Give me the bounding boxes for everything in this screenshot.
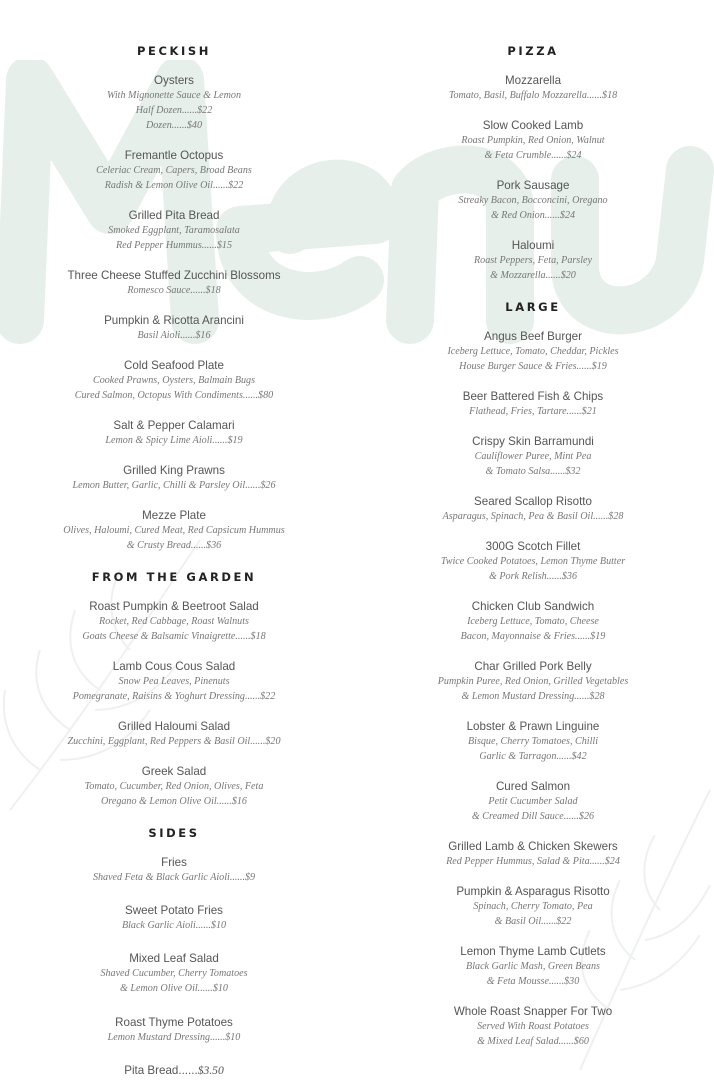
item-desc: Iceberg Lettuce, Tomato, Cheddar, Pickles xyxy=(447,346,619,357)
item-desc: Streaky Bacon, Bocconcini, Oregano xyxy=(458,195,608,206)
item-desc: Basil Aioli......$16 xyxy=(137,330,211,341)
item-desc: Red Pepper Hummus......$15 xyxy=(115,240,233,251)
menu-item xyxy=(363,719,703,764)
item-name: 300G Scotch Fillet xyxy=(485,540,581,553)
section-title-sides: SIDES xyxy=(148,826,200,840)
item-name: Sweet Potato Fries xyxy=(125,904,223,917)
item-desc: Roast Peppers, Feta, Parsley xyxy=(473,255,592,266)
menu-item xyxy=(4,463,344,493)
item-desc: Dozen......$40 xyxy=(145,120,203,131)
menu-item xyxy=(4,1015,344,1045)
item-name: Pumpkin & Asparagus Risotto xyxy=(456,885,610,898)
menu-item xyxy=(363,659,703,704)
item-name: Three Cheese Stuffed Zucchini Blossoms xyxy=(67,269,281,282)
item-name: Mozzarella xyxy=(504,74,562,87)
item-desc: Pomegranate, Raisins & Yoghurt Dressing......$22 xyxy=(72,691,276,702)
menu-item xyxy=(363,779,703,824)
menu-item xyxy=(4,73,344,133)
menu-item xyxy=(4,313,344,343)
item-desc: Cauliflower Puree, Mint Pea xyxy=(474,451,592,462)
item-name: Angus Beef Burger xyxy=(484,330,582,343)
section-title-large: LARGE xyxy=(505,300,561,314)
item-desc: Bacon, Mayonnaise & Fries......$19 xyxy=(460,631,606,642)
item-name: Mixed Leaf Salad xyxy=(129,952,219,965)
item-name: Mezze Plate xyxy=(142,509,206,522)
menu-item xyxy=(363,884,703,929)
menu-item xyxy=(4,418,344,448)
item-desc: & Tomato Salsa......$32 xyxy=(485,466,581,477)
menu-item xyxy=(4,268,344,298)
item-name: Grilled Haloumi Salad xyxy=(117,720,231,733)
item-name: Pumpkin & Ricotta Arancini xyxy=(104,314,244,327)
menu-item xyxy=(4,764,344,809)
item-desc: & Feta Mousse......$30 xyxy=(486,976,580,987)
item-desc: Half Dozen......$22 xyxy=(135,105,213,116)
menu-item xyxy=(4,951,344,996)
item-name: Greek Salad xyxy=(141,765,207,778)
menu-item xyxy=(363,238,703,283)
item-name: Chicken Club Sandwich xyxy=(471,600,595,613)
item-desc: Black Garlic Mash, Green Beans xyxy=(466,961,600,972)
item-name: Pita Bread...... xyxy=(124,1064,198,1077)
item-name: Seared Scallop Risotto xyxy=(474,495,592,508)
menu-item xyxy=(363,839,703,869)
menu-item xyxy=(363,118,703,163)
menu-item xyxy=(363,944,703,989)
item-desc: Spinach, Cherry Tomato, Pea xyxy=(473,901,593,912)
menu-item xyxy=(363,494,703,524)
item-name: Beer Battered Fish & Chips xyxy=(462,390,604,403)
item-desc: & Red Onion......$24 xyxy=(490,210,576,221)
item-desc: & Lemon Olive Oil......$10 xyxy=(120,983,228,994)
section-title-pizza: PIZZA xyxy=(507,44,559,58)
item-desc: Flathead, Fries, Tartare......$21 xyxy=(469,406,597,417)
item-desc: Lemon & Spicy Lime Aioli......$19 xyxy=(105,435,243,446)
item-name: Char Grilled Pork Belly xyxy=(474,660,592,673)
item-name: Lamb Cous Cous Salad xyxy=(112,660,236,673)
item-name: Fremantle Octopus xyxy=(124,149,224,162)
menu-item xyxy=(363,389,703,419)
item-desc: & Basil Oil......$22 xyxy=(494,916,572,927)
item-desc: Shaved Cucumber, Cherry Tomatoes xyxy=(100,968,248,979)
menu-item xyxy=(4,903,344,933)
item-name: Grilled Pita Bread xyxy=(128,209,220,222)
item-desc: Tomato, Basil, Buffalo Mozzarella......$18 xyxy=(448,90,618,101)
item-name: Whole Roast Snapper For Two xyxy=(453,1005,613,1018)
item-price: $3.50 xyxy=(197,1064,224,1077)
item-name: Lemon Thyme Lamb Cutlets xyxy=(460,945,606,958)
item-desc: Roast Pumpkin, Red Onion, Walnut xyxy=(461,135,605,146)
item-desc: Snow Pea Leaves, Pinenuts xyxy=(118,676,230,687)
item-desc: Goats Cheese & Balsamic Vinaigrette......$18 xyxy=(82,631,266,642)
item-name: Oysters xyxy=(154,74,194,87)
item-name: Salt & Pepper Calamari xyxy=(113,419,235,432)
item-desc: Radish & Lemon Olive Oil......$22 xyxy=(104,180,244,191)
item-desc: & Pork Relish......$36 xyxy=(488,571,578,582)
item-name: Cold Seafood Plate xyxy=(124,359,224,372)
item-desc: Romesco Sauce......$18 xyxy=(127,285,221,296)
menu-item xyxy=(363,178,703,223)
menu-item xyxy=(4,508,344,553)
item-desc: Lemon Mustard Dressing......$10 xyxy=(107,1032,241,1043)
menu-item xyxy=(4,208,344,253)
item-desc: Smoked Eggplant, Taramosalata xyxy=(108,225,240,236)
item-desc: Celeriac Cream, Capers, Broad Beans xyxy=(96,165,252,176)
item-desc: House Burger Sauce & Fries......$19 xyxy=(459,361,607,372)
item-desc: Olives, Haloumi, Cured Meat, Red Capsicum Hummus xyxy=(63,525,285,536)
item-desc: With Mignonette Sauce & Lemon xyxy=(107,90,241,101)
pita-bread-item xyxy=(4,1063,344,1078)
menu-item xyxy=(4,148,344,193)
item-desc: & Feta Crumble......$24 xyxy=(484,150,582,161)
item-desc: Twice Cooked Potatoes, Lemon Thyme Butter xyxy=(440,556,626,567)
menu-item xyxy=(363,539,703,584)
item-desc: & Crusty Bread......$36 xyxy=(126,540,222,551)
item-name: Grilled Lamb & Chicken Skewers xyxy=(448,840,618,853)
item-desc: Pumpkin Puree, Red Onion, Grilled Vegetables xyxy=(437,676,629,687)
item-name: Haloumi xyxy=(511,239,555,252)
item-desc: & Lemon Mustard Dressing......$28 xyxy=(461,691,605,702)
menu-item xyxy=(4,719,344,749)
item-desc: Red Pepper Hummus, Salad & Pita......$24 xyxy=(446,856,620,867)
item-desc: Cured Salmon, Octopus With Condiments......$80 xyxy=(74,390,274,401)
item-desc: & Mozzarella......$20 xyxy=(490,270,576,281)
item-name: Lobster & Prawn Linguine xyxy=(466,720,600,733)
section-title-garden: FROM THE GARDEN xyxy=(91,570,257,584)
item-desc: Petit Cucumber Salad xyxy=(488,796,578,807)
item-desc: Oregano & Lemon Olive Oil......$16 xyxy=(101,796,247,807)
menu-item xyxy=(4,358,344,403)
item-desc: Rocket, Red Cabbage, Roast Walnuts xyxy=(99,616,249,627)
item-name: Fries xyxy=(161,856,187,869)
menu-item xyxy=(363,599,703,644)
item-name: Pork Sausage xyxy=(496,179,570,192)
item-name: Roast Pumpkin & Beetroot Salad xyxy=(89,600,259,613)
menu-item xyxy=(363,329,703,374)
item-desc: Iceberg Lettuce, Tomato, Cheese xyxy=(467,616,599,627)
item-desc: Garlic & Tarragon......$42 xyxy=(479,751,587,762)
item-desc: Zucchini, Eggplant, Red Peppers & Basil Oil......$20 xyxy=(67,736,281,747)
item-desc: Asparagus, Spinach, Pea & Basil Oil......$28 xyxy=(442,511,624,522)
menu-item xyxy=(4,855,344,885)
item-name: Grilled King Prawns xyxy=(123,464,225,477)
item-name: Slow Cooked Lamb xyxy=(482,119,584,132)
item-desc: Tomato, Cucumber, Red Onion, Olives, Feta xyxy=(84,781,264,792)
item-desc: Served With Roast Potatoes xyxy=(477,1021,589,1032)
menu-item xyxy=(4,659,344,704)
item-name: Cured Salmon xyxy=(495,780,571,793)
item-desc: Cooked Prawns, Oysters, Balmain Bugs xyxy=(92,375,256,386)
section-title-peckish: PECKISH xyxy=(136,44,212,58)
menu-item xyxy=(4,599,344,644)
item-desc: Lemon Butter, Garlic, Chilli & Parsley Oil......$26 xyxy=(72,480,276,491)
item-desc: Bisque, Cherry Tomatoes, Chilli xyxy=(467,736,598,747)
menu-item xyxy=(363,73,703,103)
item-name: Roast Thyme Potatoes xyxy=(115,1016,233,1029)
menu-item xyxy=(363,1004,703,1049)
item-desc: & Creamed Dill Sauce......$26 xyxy=(471,811,595,822)
item-desc: Shaved Feta & Black Garlic Aioli......$9 xyxy=(92,872,256,883)
item-desc: Black Garlic Aioli......$10 xyxy=(121,920,227,931)
item-name: Crispy Skin Barramundi xyxy=(472,435,594,448)
menu-item xyxy=(363,434,703,479)
item-desc: & Mixed Leaf Salad......$60 xyxy=(477,1036,589,1047)
